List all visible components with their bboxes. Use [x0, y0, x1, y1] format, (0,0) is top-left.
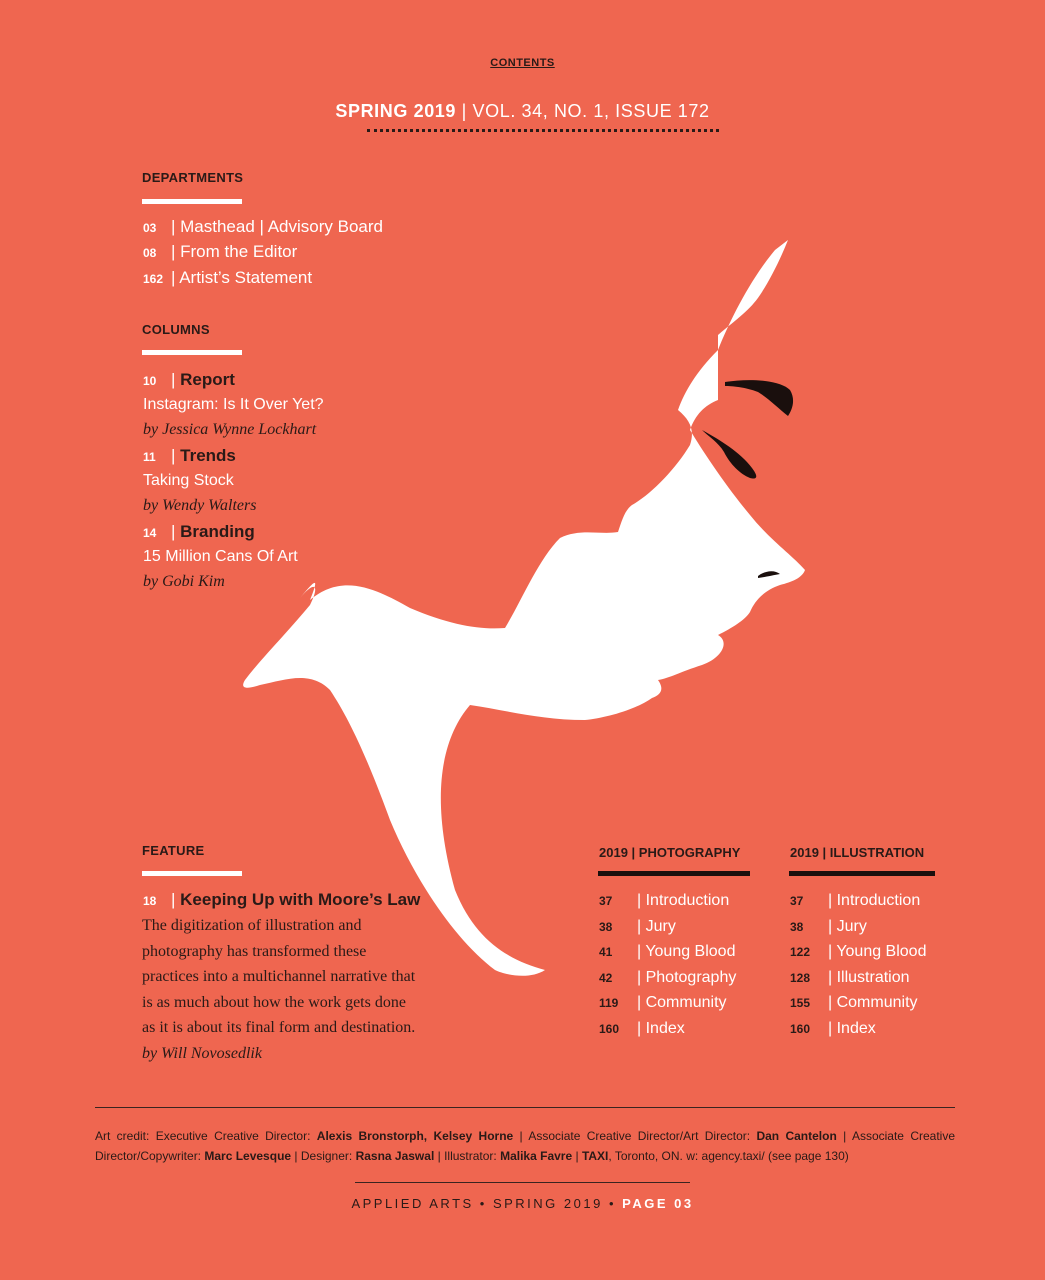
credit-name: TAXI: [581, 1148, 609, 1163]
face-silhouette-illustration: [240, 240, 820, 980]
column-item-report[interactable]: [143, 370, 235, 390]
item-title: | Illustration: [828, 968, 910, 986]
illustration-list: [790, 892, 926, 1045]
photography-rule: [598, 871, 750, 876]
art-credits: [95, 1127, 955, 1166]
illustration-item[interactable]: [790, 943, 926, 969]
photography-item[interactable]: [599, 1020, 736, 1046]
column-subtitle: Taking Stock: [143, 472, 234, 489]
credits-divider: [95, 1107, 955, 1108]
page-number: 14: [143, 526, 157, 540]
item-title: | Index: [828, 1019, 876, 1037]
issue-volume: VOL. 34, NO. 1, ISSUE 172: [472, 101, 710, 121]
footer-text: APPLIED ARTS • SPRING 2019 •: [351, 1196, 623, 1211]
credit-text: | Designer:: [291, 1148, 356, 1163]
credit-name: Malika Favre: [500, 1148, 573, 1163]
illustration-heading: 2019 | ILLUSTRATION: [790, 845, 925, 860]
item-bar: |: [171, 370, 181, 389]
column-item-branding[interactable]: [143, 522, 255, 542]
item-bar: |: [171, 890, 181, 909]
page-footer: [0, 1196, 1045, 1211]
credit-text: | Illustrator:: [434, 1148, 501, 1163]
photography-heading: 2019 | PHOTOGRAPHY: [599, 845, 741, 860]
feature-body-text: The digitization of illustration and photography has transformed these practices into a multichannel narrative that is as much about how the work gets done as it is about its final form and destination.: [142, 917, 416, 1036]
column-subtitle: 15 Million Cans Of Art: [143, 548, 298, 565]
page-number: 160: [599, 1021, 620, 1036]
item-title: Trends: [180, 446, 236, 465]
feature-description: [142, 913, 422, 1066]
illustration-item[interactable]: [790, 918, 926, 944]
page-number: 10: [143, 374, 157, 388]
column-subtitle: Instagram: Is It Over Yet?: [143, 396, 324, 413]
page-number: 155: [790, 996, 811, 1010]
credit-name: Rasna Jaswal: [355, 1148, 435, 1163]
credit-name: Dan Cantelon: [756, 1129, 837, 1143]
item-bar: |: [171, 446, 181, 465]
page-number: 11: [143, 450, 156, 464]
credit-text: | Associate Creative Director/Copywriter:: [95, 1129, 956, 1163]
columns-rule: [142, 350, 242, 355]
page-number: 162: [143, 272, 164, 286]
photography-item[interactable]: [599, 943, 736, 969]
page-number: 38: [790, 919, 804, 934]
credit-text: |: [572, 1148, 582, 1163]
item-title: | Jury: [828, 917, 867, 935]
face-shape: [243, 240, 805, 976]
credit-text: | Associate Creative Director/Art Director:: [513, 1129, 757, 1143]
item-title: | Masthead | Advisory Board: [171, 217, 383, 236]
footer-divider: [355, 1182, 690, 1183]
issue-line: [0, 101, 1045, 122]
credit-text: Art credit: Executive Creative Director:: [95, 1129, 317, 1143]
column-byline: by Wendy Walters: [143, 497, 257, 514]
column-byline: by Gobi Kim: [143, 573, 225, 590]
feature-item[interactable]: [143, 890, 420, 910]
item-title: | Young Blood: [637, 943, 736, 960]
item-bar: |: [171, 522, 181, 541]
illustration-item[interactable]: [790, 1020, 926, 1046]
item-title: | Community: [828, 994, 918, 1011]
page-number: 42: [599, 970, 613, 985]
departments-item[interactable]: [143, 268, 312, 288]
item-title: | Introduction: [828, 892, 921, 909]
item-title: | From the Editor: [171, 242, 298, 261]
item-title: | Index: [637, 1019, 685, 1037]
item-title: | Jury: [637, 917, 676, 935]
contents-label: CONTENTS: [490, 57, 555, 69]
illustration-rule: [789, 871, 935, 876]
page-number: 122: [790, 945, 811, 959]
item-title: Report: [180, 370, 235, 389]
page-number: 119: [599, 996, 619, 1010]
feature-rule: [142, 871, 242, 876]
photography-item[interactable]: [599, 892, 736, 918]
page-number: 37: [790, 894, 804, 908]
page-number: 03: [143, 221, 157, 235]
item-title: | Young Blood: [828, 943, 927, 960]
dotted-divider: [367, 129, 719, 132]
credit-name: Marc Levesque: [204, 1148, 292, 1163]
columns-heading: COLUMNS: [142, 322, 210, 337]
eyebrow-shape: [725, 380, 793, 416]
feature-title: Keeping Up with Moore’s Law: [180, 890, 421, 909]
departments-item[interactable]: [143, 217, 383, 237]
column-item-trends[interactable]: [143, 446, 236, 466]
departments-rule: [142, 199, 242, 204]
page-number: 38: [599, 919, 613, 934]
page-number: 41: [599, 945, 613, 959]
issue-season: SPRING 2019: [335, 101, 457, 121]
page-number: 18: [143, 894, 157, 908]
credit-text: , Toronto, ON. w: agency.taxi/ (see page 130): [608, 1148, 849, 1163]
feature-byline: by Will Novosedlik: [142, 1044, 262, 1062]
departments-item[interactable]: [143, 242, 297, 262]
item-title: Branding: [180, 522, 255, 541]
illustration-item[interactable]: [790, 994, 926, 1020]
photography-item[interactable]: [599, 969, 736, 995]
column-byline: by Jessica Wynne Lockhart: [143, 421, 317, 438]
illustration-item[interactable]: [790, 969, 926, 995]
item-title: | Introduction: [637, 892, 730, 909]
feature-heading: FEATURE: [142, 843, 205, 858]
illustration-item[interactable]: [790, 892, 926, 918]
footer-page-number: PAGE 03: [622, 1196, 694, 1211]
item-title: | Artist’s Statement: [171, 268, 313, 287]
credit-name: Alexis Bronstorph, Kelsey Horne: [316, 1129, 514, 1143]
photography-item[interactable]: [599, 918, 736, 944]
item-title: | Community: [637, 994, 727, 1011]
page-number: 08: [143, 246, 157, 260]
item-title: | Photography: [637, 968, 737, 986]
page-number: 128: [790, 970, 811, 985]
page-number: 160: [790, 1021, 811, 1036]
issue-separator: |: [456, 101, 473, 121]
departments-heading: DEPARTMENTS: [142, 170, 244, 185]
page-number: 37: [599, 894, 613, 908]
photography-list: [599, 892, 736, 1045]
photography-item[interactable]: [599, 994, 736, 1020]
